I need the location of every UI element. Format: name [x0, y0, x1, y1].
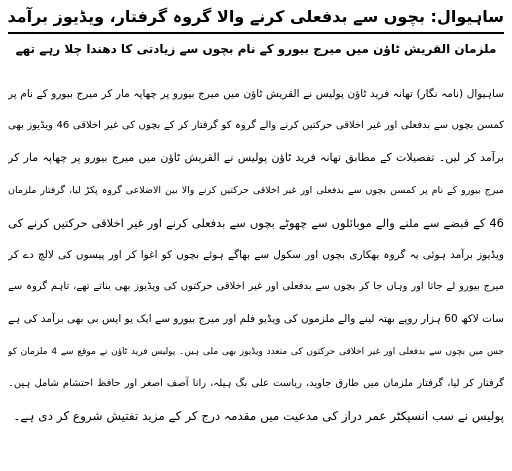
body-line: پولیس نے سب انسپکٹر عمر دراز کی مدعیت میں مقدمہ درج کر کے مزید تفتیش شروع کر دی ہے۔ [13, 408, 504, 423]
body-line: برآمد کر لیں۔ تفصیلات کے مطابق تھانہ فرید ٹاؤن پولیس نے القریش ٹاؤن میں میرج بیورو پر چھاپہ مار کر [8, 151, 504, 165]
subheadline: ملزمان القریش ٹاؤن میں میرج بیورو کے نام بچوں سے زیادتی کا دھندا چلا رہے تھے [15, 42, 497, 56]
body-line: سات لاکھ 60 ہزار روپے بھتہ لینے والے ملزموں کی ویڈیو فلم اور میرج بیورو سے ایک یو ایس بی بھی برآمد کی ہے [8, 313, 504, 326]
body-line: میرج بیورو کے نام پر کمسن بچوں سے بدفعلی اور غیر اخلاقی حرکتیں کرنے والا بین الاضلاعی گروہ پکڑ لیا، گرفتار ملزمان [8, 184, 504, 196]
body-line: جس میں بچوں سے بدفعلی اور غیر اخلاقی حرکتوں کی متعدد ویڈیوز بھی ملی ہیں۔ پولیس فرید ٹاؤن نے موقع سے 4 ملزمان کو [8, 346, 504, 357]
headline: ساہیوال: بچوں سے بدفعلی کرنے والا گروہ گرفتار، ویڈیوز برآمد [7, 7, 504, 26]
body-line: گرفتار کر لیا، گرفتار ملزمان میں طارق جاوید، ریاست علی بگ ہیلہ، رانا آصف اصغر اور حافظ احتشام شامل ہیں۔ [8, 377, 504, 389]
body-line: ویڈیوز برآمد ہوئی یہ گروہ بھکاری بچوں اور سکول سے بھاگے ہوئے بچوں کو اغوا کر اور پیسوں کی لالچ دے کر [8, 248, 504, 261]
body-line: 46 کے قبضے سے ملنے والے موبائلوں سے چھوٹے بچوں سے بدفعلی کرنے اور غیر اخلاقی حرکتیں کرنے کی [8, 215, 504, 230]
section-gap [8, 64, 504, 78]
body-line: ساہیوال (نامہ نگار) تھانہ فرید ٹاؤن پولیس نے القریش ٹاؤن میں میرج بیورو پر چھاپہ مار کر میرج بیورو کے نام پر [8, 88, 504, 100]
article-body [8, 78, 504, 432]
body-line: میرج بیورو لے جاتا اور وہاں جا کر بچوں سے بدفعلی اور غیر اخلاقی حرکتوں کی ویڈیوز بھی بناتے تھے، تاہم گروہ سے [8, 281, 504, 293]
body-line: کمسن بچوں سے بدفعلی اور غیر اخلاقی حرکتیں کرنے والے گروہ کو گرفتار کر کے بچوں کی غیر اخلاقی 46 ویڈیوز بھی [8, 120, 504, 132]
